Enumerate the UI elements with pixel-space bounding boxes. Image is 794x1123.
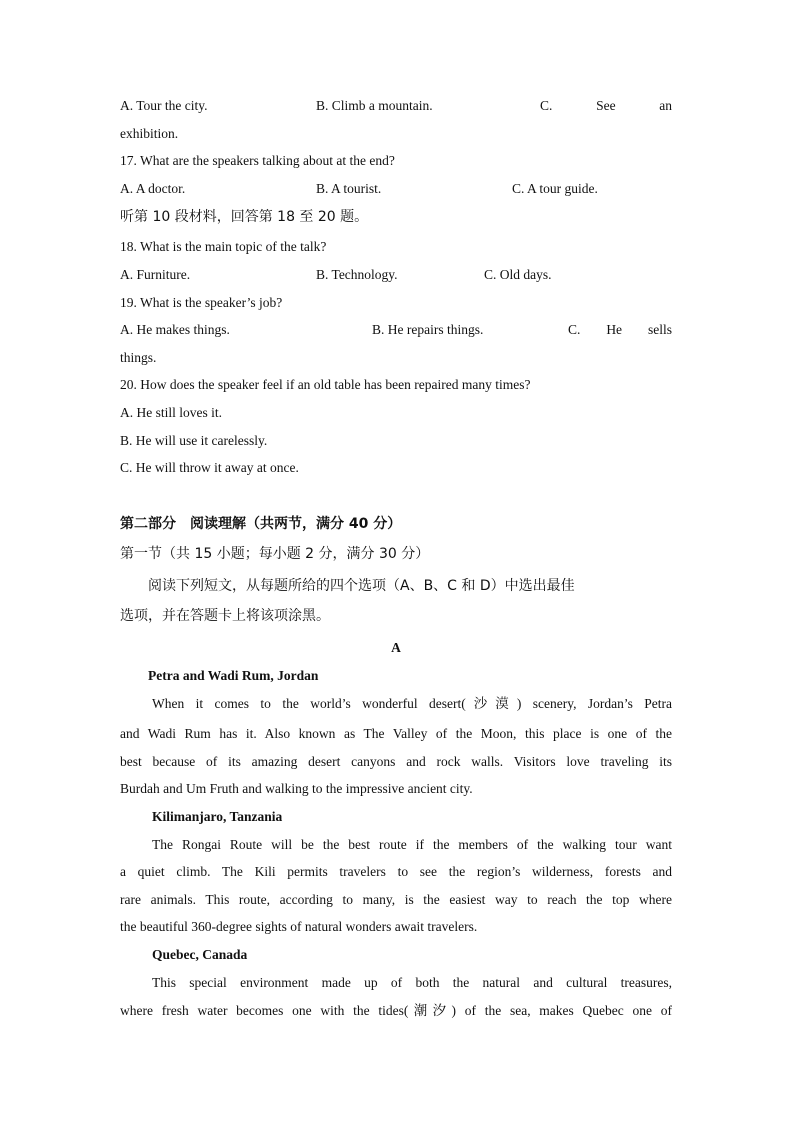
q16-option-a: A. Tour the city. — [120, 98, 208, 113]
q20-option-c: C. He will throw it away at once. — [120, 460, 299, 475]
q17-options — [120, 179, 672, 199]
q19-options — [120, 320, 672, 340]
kilimanjaro-line-2: a quiet climb. The Kili permits travelers to see the region’s wilderness, forests and — [120, 864, 672, 879]
q20-option-b: B. He will use it carelessly. — [120, 433, 268, 448]
q19-option-b: B. He repairs things. — [372, 322, 484, 337]
q19-option-a: A. He makes things. — [120, 322, 230, 337]
q17-stem: 17. What are the speakers talking about at the end? — [120, 153, 395, 168]
section-10-instruction: 听第 10 段材料，回答第 18 至 20 题。 — [120, 209, 369, 225]
q18-option-b: B. Technology. — [316, 267, 398, 282]
petra-heading: Petra and Wadi Rum, Jordan — [148, 668, 319, 683]
part2-section1: 第一节（共 15 小题；每小题 2 分，满分 30 分） — [120, 546, 430, 562]
petra-line-1: When it comes to the world’s wonderful desert(沙漠) scenery, Jordan’s Petra — [152, 696, 672, 711]
kilimanjaro-heading: Kilimanjaro, Tanzania — [152, 809, 283, 824]
part2-instruction-line2: 选项，并在答题卡上将该项涂黑。 — [120, 608, 330, 624]
q18-option-c: C. Old days. — [484, 267, 552, 282]
q17-option-a: A. A doctor. — [120, 181, 186, 196]
q16-option-b: B. Climb a mountain. — [316, 98, 433, 113]
q16-option-c-continued: exhibition. — [120, 126, 179, 141]
q17-option-c: C. A tour guide. — [512, 181, 598, 196]
q19-option-c: C. He sells — [568, 322, 672, 337]
part2-heading: 第二部分 阅读理解（共两节，满分 40 分） — [120, 516, 402, 532]
petra-line-2: and Wadi Rum has it. Also known as The Valley of the Moon, this place is one of the — [120, 726, 672, 741]
q19-option-c-continued: things. — [120, 350, 157, 365]
kilimanjaro-line-1: The Rongai Route will be the best route if the members of the walking tour want — [152, 837, 672, 852]
q20-option-a: A. He still loves it. — [120, 405, 222, 420]
kilimanjaro-line-4: the beautiful 360-degree sights of natural wonders await travelers. — [120, 919, 478, 934]
q18-stem: 18. What is the main topic of the talk? — [120, 239, 327, 254]
q19-stem: 19. What is the speaker’s job? — [120, 295, 283, 310]
q16-option-c: C. See an — [540, 98, 672, 113]
kilimanjaro-line-3: rare animals. This route, according to many, is the easiest way to reach the top where — [120, 892, 672, 907]
quebec-heading: Quebec, Canada — [152, 947, 248, 962]
petra-line-3: best because of its amazing desert canyons and rock walls. Visitors love traveling its — [120, 754, 672, 769]
q17-option-b: B. A tourist. — [316, 181, 382, 196]
petra-line-4: Burdah and Um Fruth and walking to the impressive ancient city. — [120, 781, 473, 796]
quebec-line-2: where fresh water becomes one with the tides(潮汐) of the sea, makes Quebec one of — [120, 1003, 672, 1018]
q18-options — [120, 265, 672, 285]
passage-label: A — [391, 640, 401, 655]
quebec-line-1: This special environment made up of both the natural and cultural treasures, — [152, 975, 672, 990]
q20-stem: 20. How does the speaker feel if an old table has been repaired many times? — [120, 377, 531, 392]
q16-options — [120, 96, 672, 116]
q18-option-a: A. Furniture. — [120, 267, 191, 282]
part2-instruction-line1: 阅读下列短文，从每题所给的四个选项（A、B、C 和 D）中选出最佳 — [148, 578, 575, 594]
